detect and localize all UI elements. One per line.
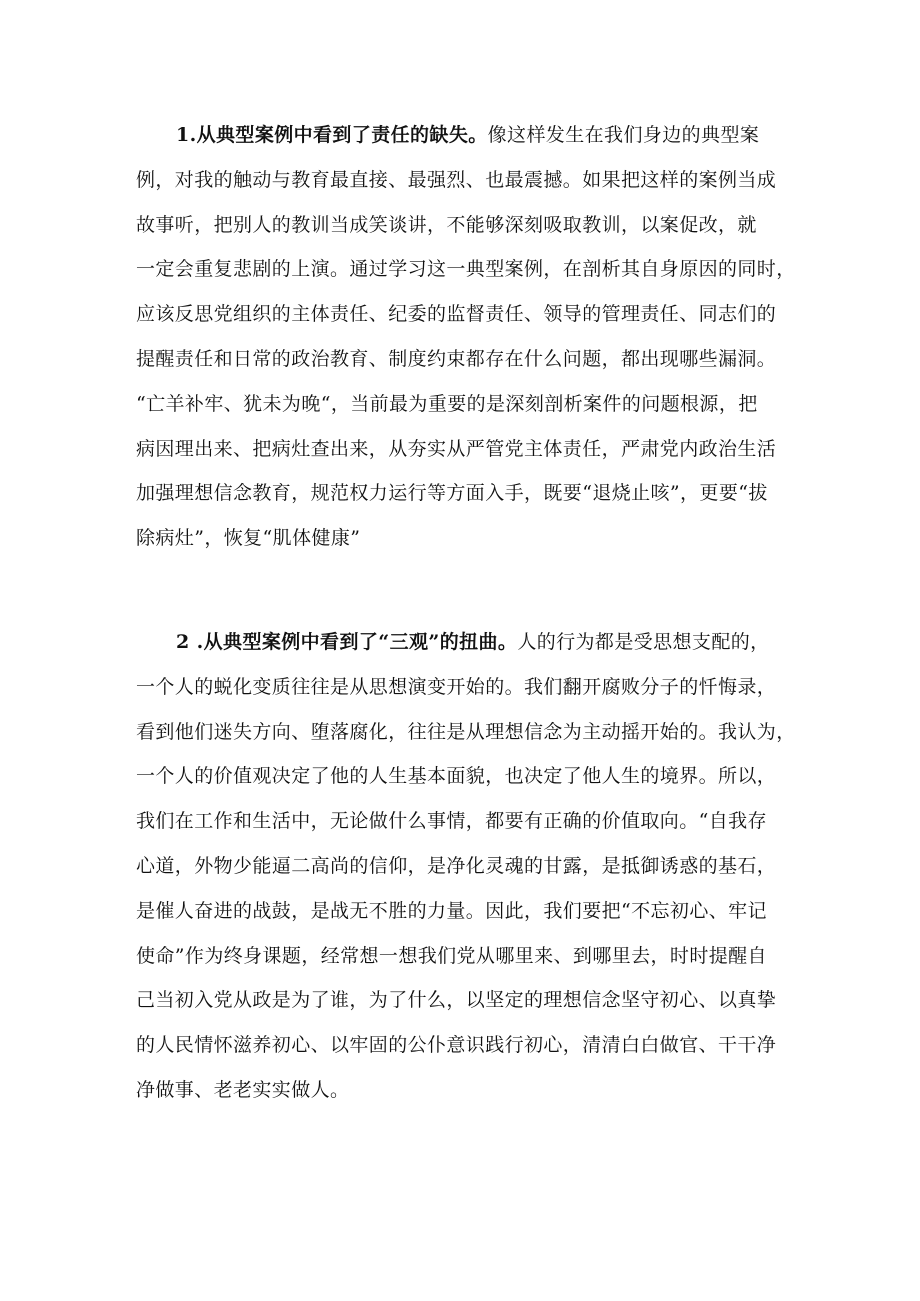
paragraph-line: 使命”作为终身课题，经常想一想我们党从哪里来、到哪里去，时时提醒自: [136, 944, 767, 967]
paragraph-line: 提醒责任和日常的政治教育、制度约束都存在什么问题，都出现哪些漏洞。: [136, 347, 777, 370]
paragraph-line: 看到他们迷失方向、堕落腐化，往往是从理想信念为主动摇开始的。我认为，: [136, 720, 796, 743]
paragraph-responsibility: [136, 113, 796, 561]
paragraph-line: 己当初入党从政是为了谁，为了什么，以坚定的理想信念坚守初心、以真挚: [136, 989, 777, 1012]
paragraph-line: 的人民情怀滋养初心、以牢固的公仆意识践行初心，清清白白做官、干干净: [136, 1034, 777, 1057]
paragraph-line: 是催人奋进的战鼓，是战无不胜的力量。因此，我们要把“不忘初心、牢记: [136, 899, 767, 922]
paragraph-text: 像这样发生在我们身边的典型案: [487, 124, 760, 146]
paragraph-line: 例，对我的触动与教育最直接、最强烈、也最震撼。如果把这样的案例当成: [136, 168, 777, 191]
paragraph-line: 一个人的蜕化变质往往是从思想演变开始的。我们翻开腐败分子的忏悔录，: [136, 675, 777, 698]
paragraph-line: 除病灶”，恢复“肌体健康”: [136, 527, 361, 550]
paragraph-heading: 2 .从典型案例中看到了“三观”的扭曲。: [176, 631, 518, 653]
paragraph-line: 故事听，把别人的教训当成笑谈讲，不能够深刻吸取教训，以案促改，就: [136, 213, 757, 236]
paragraph-first-line: [136, 113, 791, 158]
paragraph-line: “亡羊补牢、犹未为晚“，当前最为重要的是深刻剖析案件的问题根源，把: [136, 392, 758, 415]
paragraph-line: 病因理出来、把病灶查出来，从夯实从严管党主体责任，严肃党内政治生活: [136, 437, 777, 460]
paragraph-heading: 1.从典型案例中看到了责任的缺失。: [176, 124, 488, 146]
paragraph-three-views: [136, 620, 796, 1113]
paragraph-text: 人的行为都是受思想支配的，: [517, 631, 770, 653]
paragraph-line: 净做事、老老实实做人。: [136, 1078, 350, 1101]
paragraph-line: 加强理想信念教育，规范权力运行等方面入手，既要“退烧止咳”，更要“拔: [136, 482, 768, 505]
paragraph-line: 应该反思党组织的主体责任、纪委的监督责任、领导的管理责任、同志们的: [136, 303, 777, 326]
paragraph-line: 心道，外物少能逼二高尚的信仰，是净化灵魂的甘露，是抵御诱惑的基石，: [136, 854, 777, 877]
paragraph-line: 一定会重复悲剧的上演。通过学习这一典型案例，在剖析其自身原因的同时，: [136, 258, 796, 281]
paragraph-line: 我们在工作和生活中，无论做什么事情，都要有正确的价值取向。“自我存: [136, 810, 767, 833]
paragraph-first-line: [136, 620, 791, 665]
paragraph-line: 一个人的价值观决定了他的人生基本面貌，也决定了他人生的境界。所以，: [136, 765, 777, 788]
